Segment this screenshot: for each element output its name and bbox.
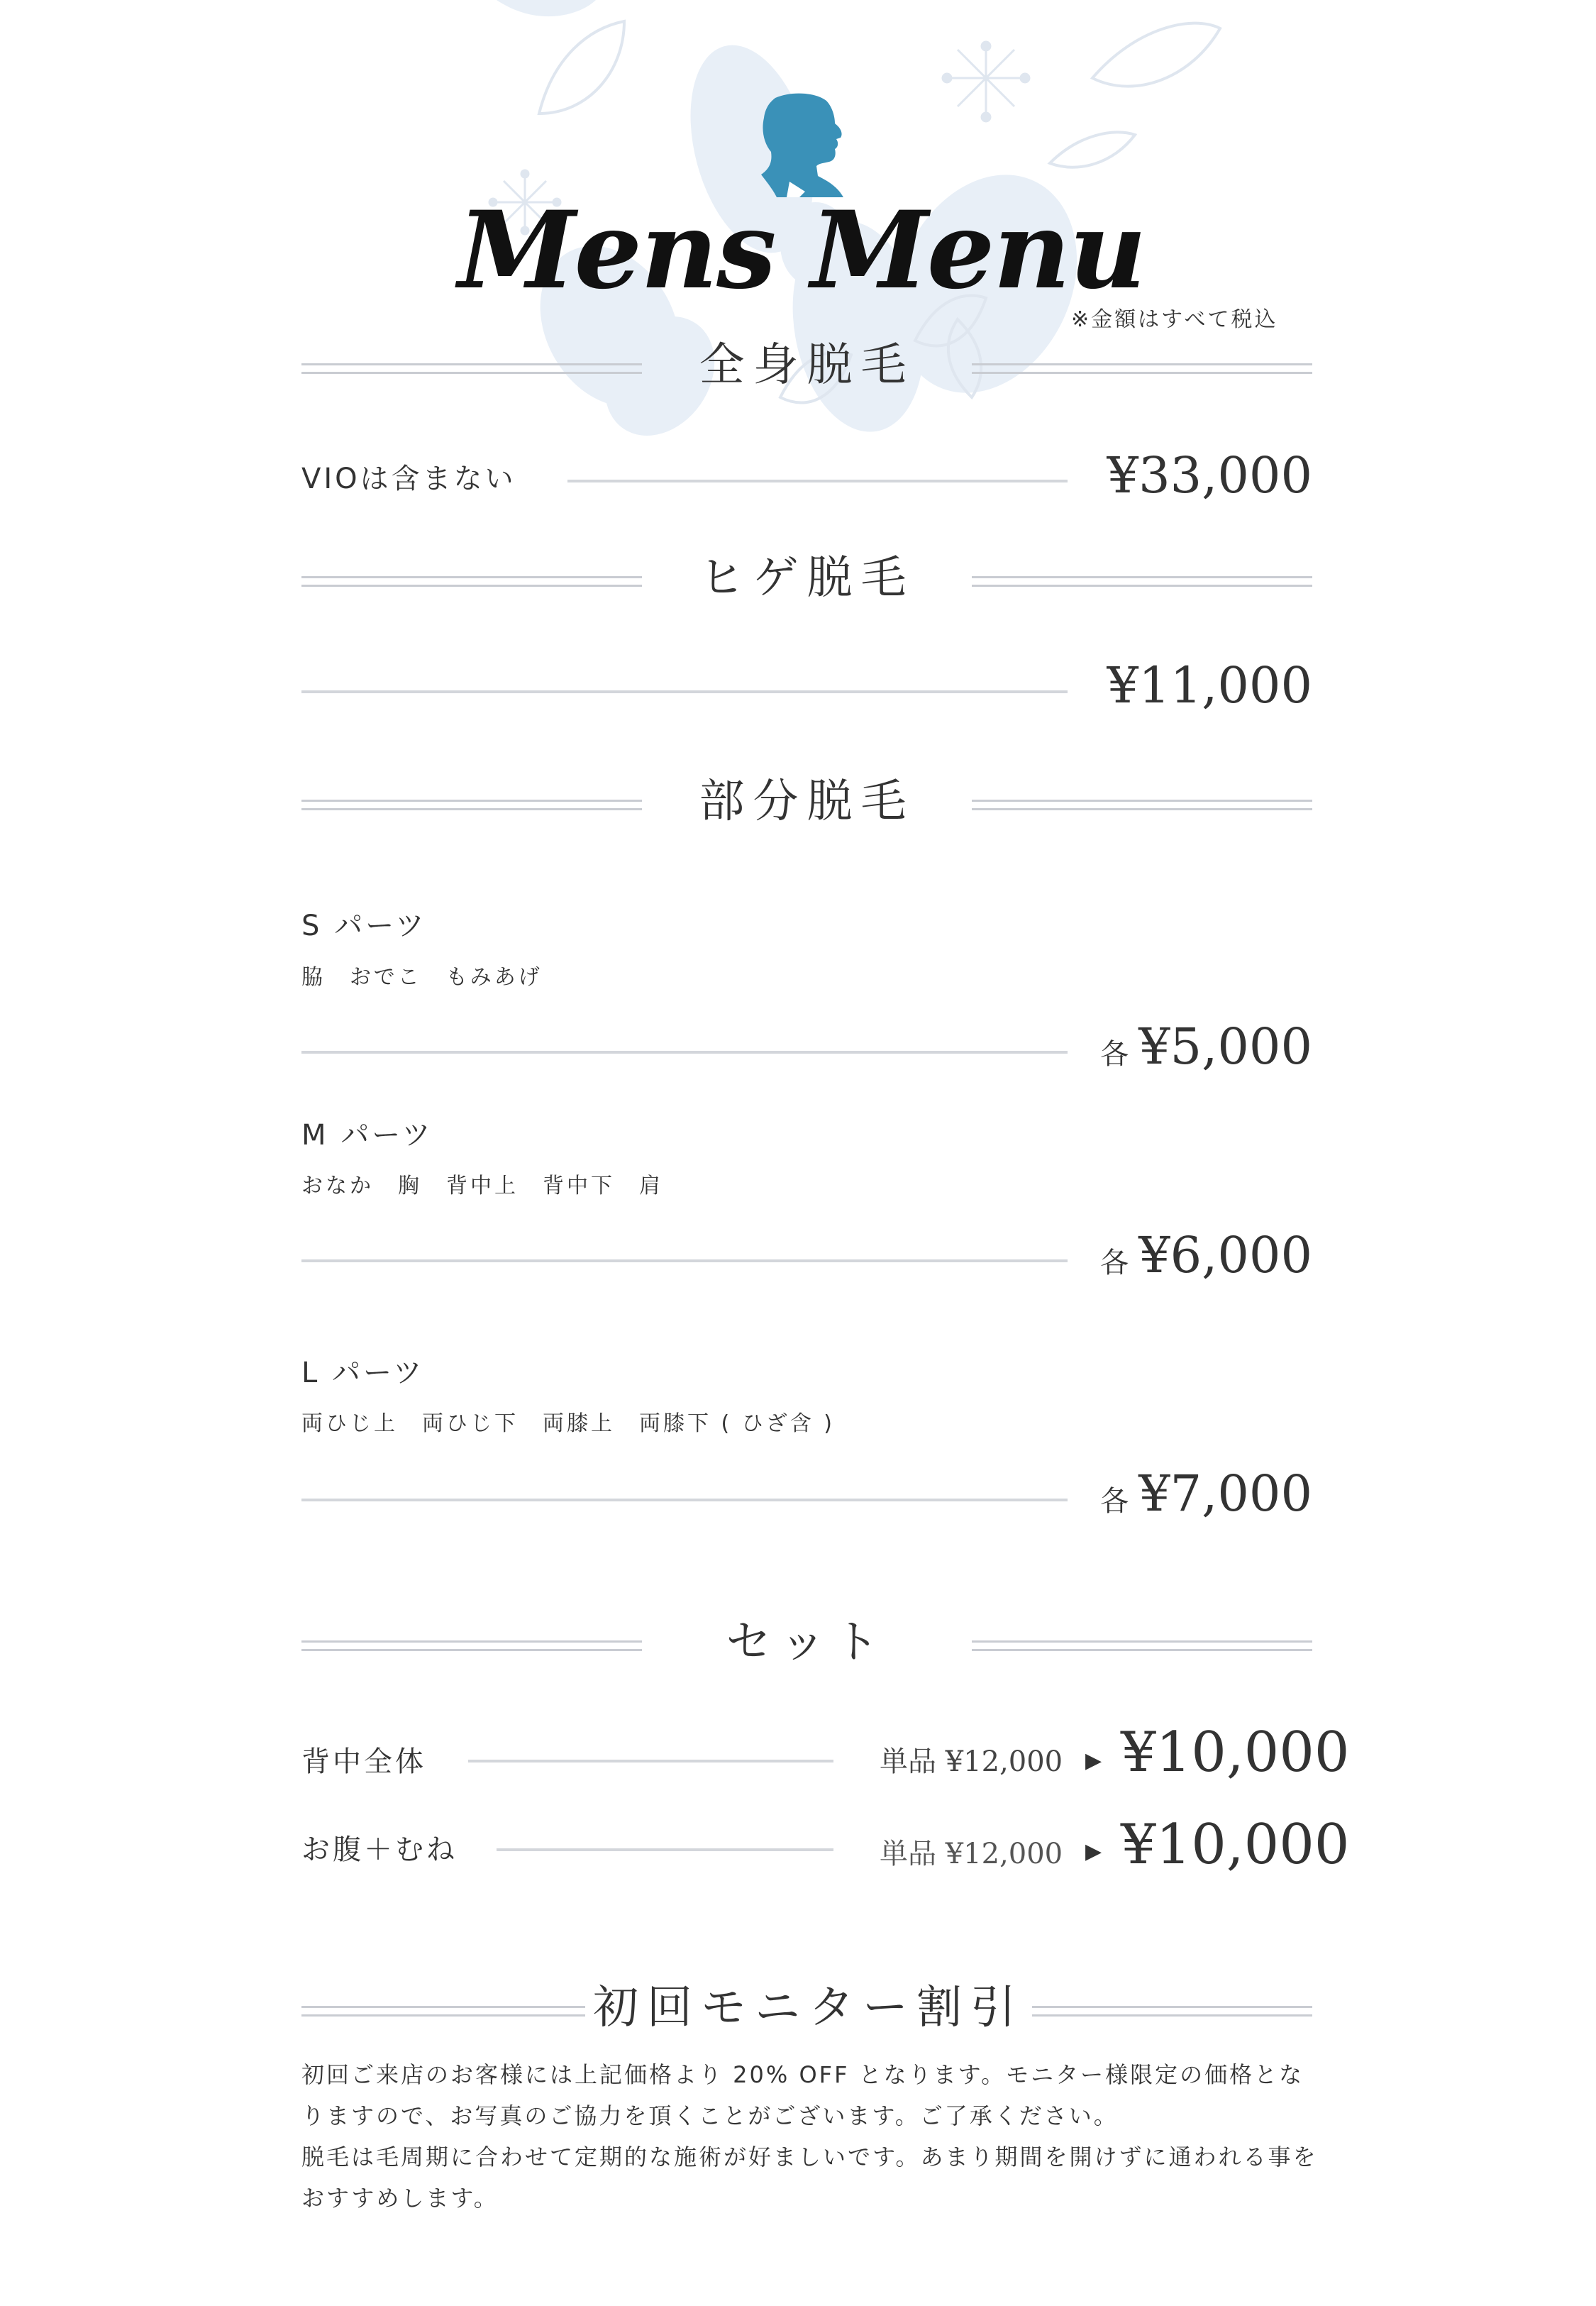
single-price [880, 1833, 1063, 1875]
set-price: ¥10,000 [1121, 1813, 1350, 1877]
single-price-value: ¥12,000 [945, 1745, 1063, 1778]
section-divider [1032, 2006, 1312, 2017]
leader-line [497, 1848, 833, 1851]
section-divider [972, 1640, 1312, 1651]
price: ¥7,000 [1138, 1464, 1312, 1523]
leader-line [301, 1051, 1068, 1054]
leader-line [301, 690, 1068, 693]
section-divider [972, 363, 1312, 374]
leader-line [301, 1259, 1068, 1262]
part-label: S パーツ [301, 910, 427, 942]
monitor-paragraph: 初回ご来店のお客様には上記価格より 20% OFF となります。モニター様限定の価格となりますので、お写真のご協力を頂くことがございます。ご了承ください。 [301, 2061, 1304, 2129]
price-row [1100, 1227, 1312, 1291]
set-item-label: お腹＋むね [301, 1833, 458, 1866]
each-label: 各 [1100, 1038, 1129, 1071]
monitor-description [301, 2054, 1323, 2219]
price: ¥5,000 [1138, 1017, 1312, 1076]
set-item-label: 背中全体 [301, 1745, 426, 1778]
leader-line [301, 1499, 1068, 1501]
section-divider [301, 363, 642, 374]
section-divider [972, 576, 1312, 587]
section-divider [972, 800, 1312, 810]
section-title-monitor: 初回モニター割引 [593, 1982, 1024, 2034]
single-price-value: ¥12,000 [945, 1838, 1063, 1870]
part-areas: 脇 おでこ もみあげ [301, 965, 543, 990]
price: ¥33,000 [1107, 446, 1312, 504]
each-label: 各 [1100, 1485, 1129, 1518]
section-title-full-body: 全身脱毛 [699, 339, 915, 392]
price-row [1100, 1018, 1312, 1083]
section-title-partial: 部分脱毛 [699, 776, 915, 828]
monitor-paragraph: 脱毛は毛周期に合わせて定期的な施術が好ましいです。あまり期間を開けずに通われる事をおすすめします。 [301, 2144, 1318, 2212]
male-silhouette-icon [755, 92, 848, 199]
part-label: L パーツ [301, 1357, 425, 1389]
single-label: 単品 [880, 1745, 936, 1778]
price: ¥11,000 [1107, 656, 1312, 715]
part-areas: おなか 胸 背中上 背中下 肩 [301, 1174, 663, 1198]
price: ¥6,000 [1138, 1226, 1312, 1284]
price-row [1100, 1465, 1312, 1530]
tax-note: ※金額はすべて税込 [1071, 307, 1278, 332]
set-price: ¥10,000 [1121, 1721, 1350, 1784]
section-divider [301, 576, 642, 587]
single-label: 単品 [880, 1838, 936, 1870]
each-label: 各 [1100, 1247, 1129, 1279]
page-title: Mens Menu [458, 188, 1146, 313]
section-divider [301, 800, 642, 810]
part-areas: 両ひじ上 両ひじ下 両膝上 両膝下 ( ひざ含 ) [301, 1411, 836, 1436]
arrow-right-icon: ▶ [1085, 1748, 1102, 1773]
part-label: M パーツ [301, 1119, 433, 1152]
arrow-right-icon: ▶ [1085, 1839, 1102, 1864]
section-divider [301, 2006, 585, 2017]
section-title-beard: ヒゲ脱毛 [699, 552, 915, 605]
section-divider [301, 1640, 642, 1651]
section-title-set: セット [726, 1616, 888, 1669]
leader-line [567, 480, 1068, 482]
single-price [880, 1740, 1063, 1783]
leader-line [468, 1760, 833, 1762]
item-label: VIOは含まない [301, 463, 516, 495]
